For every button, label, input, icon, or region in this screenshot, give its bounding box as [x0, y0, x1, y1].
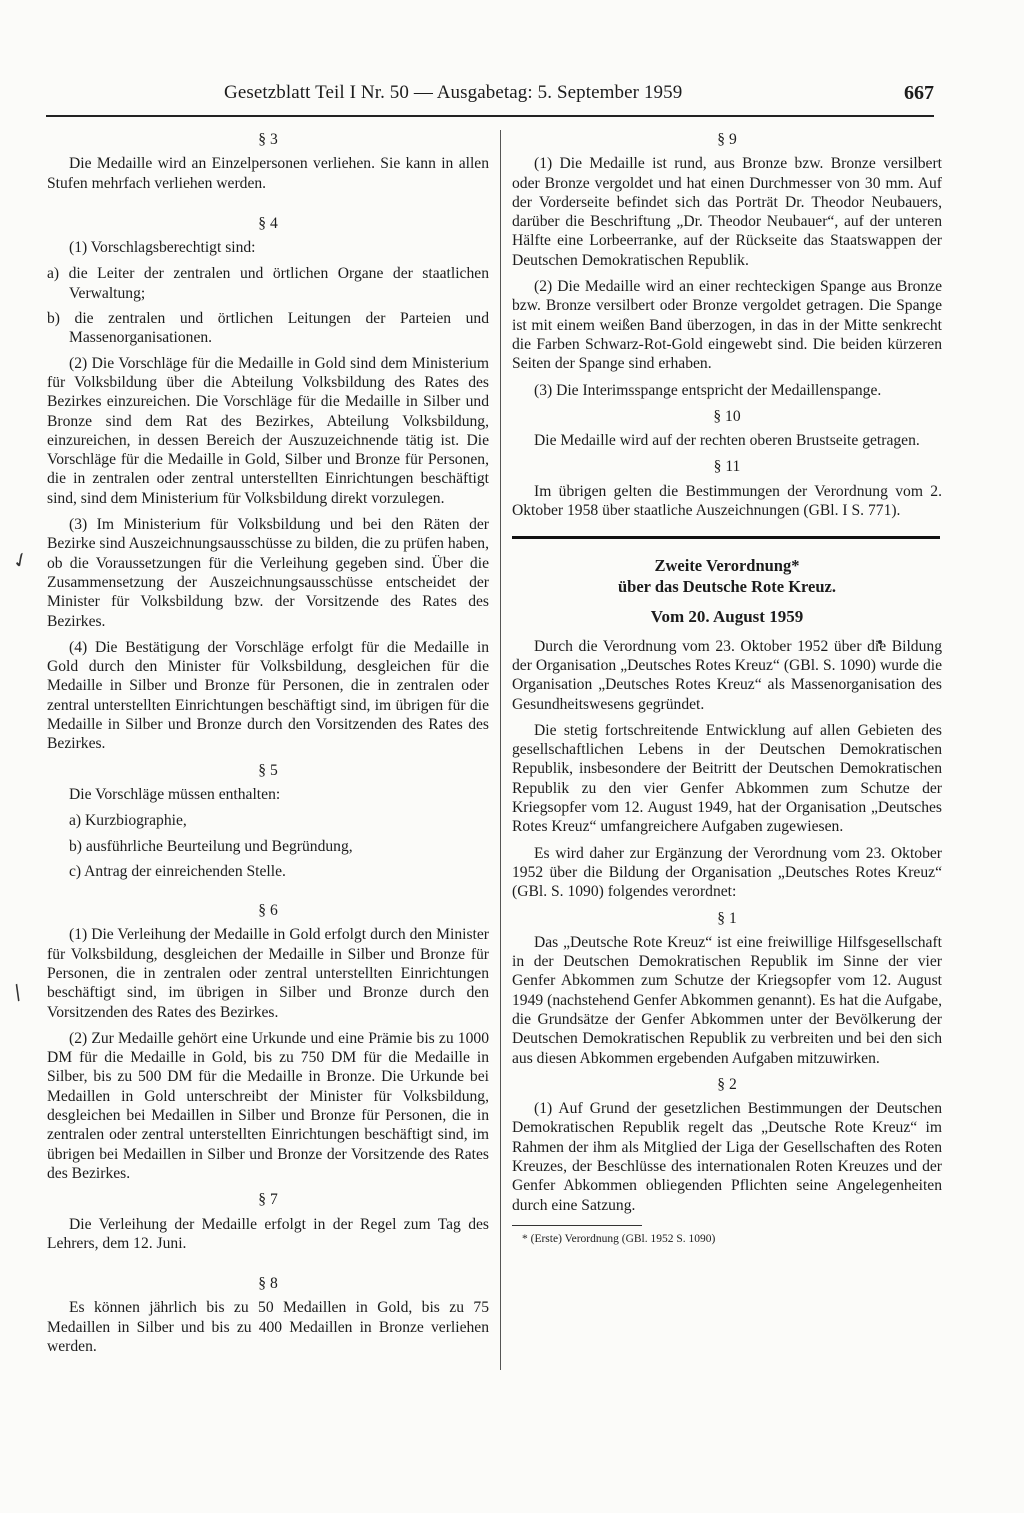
paragraph: (3) Im Ministerium für Volksbildung und bei den Räten der Bezirke sind Auszeichnungsausschüsse zu bilden, die zu prüfen haben, ob die Voraussetzungen für die Verleihung gegeben sind. Über die Zusammensetzung der Auszeichnungsausschüsse entscheidet der Minister für Volksbildung bzw. der Vorsitzende des Rates des Bezirkes.	[47, 516, 489, 630]
paragraph: (1) Vorschlagsberechtigt sind:	[69, 239, 256, 257]
section-divider	[512, 536, 940, 539]
margin-check-mark: ✓	[7, 545, 34, 575]
section-heading: § 5	[258, 761, 278, 779]
paragraph: Die Vorschläge müssen enthalten:	[69, 785, 281, 803]
footnote-rule	[512, 1225, 642, 1226]
paragraph: (1) Auf Grund der gesetzlichen Bestimmungen der Deutschen Demokratischen Republik regelt das „Deutsche Rote Kreuz“ im Rahmen der ihm als Mitglied der Liga der Gesellschaften des Roten Kreuzes, der Beschlüsse des internationalen Roten Kreuzes und der Genfer Abkommen obliegenden Pflichten seine Angelegenheiten durch eine Satzung.	[512, 1100, 942, 1214]
header-rule	[46, 115, 934, 117]
ordinance-date: Vom 20. August 1959	[650, 607, 804, 627]
paragraph: Die stetig fortschreitende Entwicklung auf allen Gebieten des gesellschaftlichen Lebens in der Deutschen Demokratischen Republik, insbesondere der Beitritt der Deutschen Demokratischen Republik zu den vier Genfer Abkommen zum Schutze der Kriegsopfer vom 12. August 1949, hat der Organisation „Deutsches Rotes Kreuz“ umfangreichere Aufgaben zugewiesen.	[512, 721, 942, 836]
page-header	[46, 82, 934, 110]
paragraph: Es können jährlich bis zu 50 Medaillen in Gold, bis zu 75 Medaillen in Silber und bis zu 400 Medaillen in Bronze verliehen werden.	[47, 1299, 489, 1356]
section-heading: § 10	[713, 407, 741, 425]
paragraph: (2) Die Medaille wird an einer rechteckigen Spange aus Bronze bzw. Bronze versilbert oder Bronze vergoldet getragen. Die Spange ist mit einem weißen Band überzogen, in das in der Mitte senkrecht die Farben Schwarz-Rot-Gold eingewebt sind. Die beiden kürzeren Seiten der Spange sind erhaben.	[512, 278, 942, 373]
section-heading: § 3	[258, 131, 278, 148]
left-column	[47, 126, 489, 1363]
ordinance-subtitle: über das Deutsche Rote Kreuz.	[618, 577, 836, 597]
paragraph: (3) Die Interimsspange entspricht der Medaillenspange.	[534, 381, 882, 399]
paragraph: (1) Die Medaille ist rund, aus Bronze bzw. Bronze versilbert oder Bronze vergoldet und hat einen Durchmesser von 30 mm. Auf der Vorderseite befindet sich das Porträt Dr. Theodor Neubauers, darüber die Beschriftung „Dr. Theodor Neubauer“, auf der unteren Hälfte eine Lorbeerranke, auf der Rückseite das Staatswappen der Deutschen Demokratischen Republik.	[512, 155, 942, 269]
section-heading: § 8	[258, 1275, 278, 1293]
paragraph: (2) Die Vorschläge für die Medaille in Gold sind dem Ministerium für Volksbildung über die Abteilung Volksbildung des Rates des Bezirkes einzureichen. Die Vorschläge für die Medaille in Silber und Bronze sind dem Rat des Bezirkes, Abteilung Volksbildung, einzureichen, in dessen Bereich der Auszuzeichnende tätig ist. Die Vorschläge für die Medaille in Gold, Silber und Bronze für Personen, die in zentralen oder zentral unterstellten Einrichtungen beschäftigt sind, sind dem Ministerium für Volksbildung direkt vorzulegen.	[47, 354, 489, 507]
section-heading: § 9	[717, 131, 737, 148]
list-item: a) Kurzbiographie,	[69, 812, 187, 830]
paragraph: (1) Die Verleihung der Medaille in Gold erfolgt durch den Minister für Volksbildung, desgleichen der Medaille in Silber und Bronze für Personen, die in zentralen oder zentral unterstellten Einrichtungen beschäftigt sind, im übrigen in Silber und Bronze durch den Vorsitzenden des Rates des Bezirkes.	[47, 926, 489, 1021]
list-item: b) die zentralen und örtlichen Leitungen der Parteien und Massenorganisationen.	[47, 310, 489, 347]
section-heading: § 7	[258, 1191, 278, 1209]
paragraph: Das „Deutsche Rote Kreuz“ ist eine freiwillige Hilfsgesellschaft in der Deutschen Demokratischen Republik im Sinne der vier Genfer Abkommen zum Schutze der Kriegsopfer vom 12. August 1949 (nachstehend Genfer Abkommen genannt). Es hat die Aufgabe, die Grundsätze der Genfer Abkommen unter der Bevölkerung der Deutschen Demokratischen Republik zu verbreiten und bei den sich aus diesen Abkommen ergebenden Aufgaben mitzuwirken.	[512, 933, 942, 1067]
section-heading: § 1	[717, 909, 737, 927]
list-item: a) die Leiter der zentralen und örtlichen Organe der staatlichen Verwaltung;	[47, 265, 489, 302]
footnote: * (Erste) Verordnung (GBl. 1952 S. 1090)	[522, 1232, 716, 1245]
paragraph: (4) Die Bestätigung der Vorschläge erfolgt für die Medaille in Gold durch den Minister für Volksbildung, desgleichen für die Medaille in Silber und Bronze für Personen, die in zentralen oder zentral unterstellten Einrichtungen beschäftigt sind, im übrigen für die Medaille in Silber und Bronze durch den Vorsitzenden des Rates des Bezirkes.	[47, 638, 489, 753]
right-column	[512, 126, 942, 1249]
section-heading: § 6	[258, 902, 278, 920]
list-item: b) ausführliche Beurteilung und Begründung,	[69, 837, 353, 855]
ordinance-title: Zweite Verordnung*	[654, 556, 800, 576]
paragraph: Die Medaille wird auf der rechten oberen Brustseite getragen.	[534, 432, 920, 450]
header-title: Gesetzblatt Teil I Nr. 50 — Ausgabetag: 5. September 1959	[224, 82, 683, 103]
section-heading: § 4	[258, 214, 278, 232]
paragraph: Die Verleihung der Medaille erfolgt in der Regel zum Tag des Lehrers, dem 12. Juni.	[47, 1215, 489, 1252]
paragraph: Die Medaille wird an Einzelpersonen verliehen. Sie kann in allen Stufen mehrfach verliehen werden.	[47, 155, 489, 192]
margin-check-mark: /	[9, 979, 26, 1005]
list-item: c) Antrag der einreichenden Stelle.	[69, 862, 286, 880]
column-divider	[500, 130, 501, 1370]
paragraph: Im übrigen gelten die Bestimmungen der Verordnung vom 2. Oktober 1958 über staatliche Auszeichnungen (GBl. I S. 771).	[512, 482, 942, 520]
section-heading: § 2	[717, 1075, 737, 1093]
paragraph: Es wird daher zur Ergänzung der Verordnung vom 23. Oktober 1952 über die Bildung der Organisation „Deutsches Rotes Kreuz“ (GBl. S. 1090) folgendes verordnet:	[512, 844, 942, 901]
paragraph: (2) Zur Medaille gehört eine Urkunde und eine Prämie bis zu 1000 DM für die Medaille in Gold, bis zu 750 DM für die Medaille in Silber, bis zu 500 DM für die Medaille in Bronze. Die Urkunde bei Medaillen in Gold unterschreibt der Minister für Volksbildung, desgleichen bei Medaillen in Silber und Bronze für Personen, die in zentralen oder zentral unterstellten Einrichtungen beschäftigt sind, im übrigen bei Medaillen in Silber und Bronze der Vorsitzende des Rates des Bezirkes.	[47, 1029, 489, 1182]
section-heading: § 11	[713, 458, 741, 476]
paragraph: Durch die Verordnung vom 23. Oktober 1952 über die Bildung der Organisation „Deutsches Rotes Kreuz“ (GBl. S. 1090) wurde die Organisation „Deutsches Rotes Kreuz“ als Massenorganisation des Gesundheitswesens gegründet.	[512, 637, 942, 713]
page-number: 667	[904, 82, 934, 104]
